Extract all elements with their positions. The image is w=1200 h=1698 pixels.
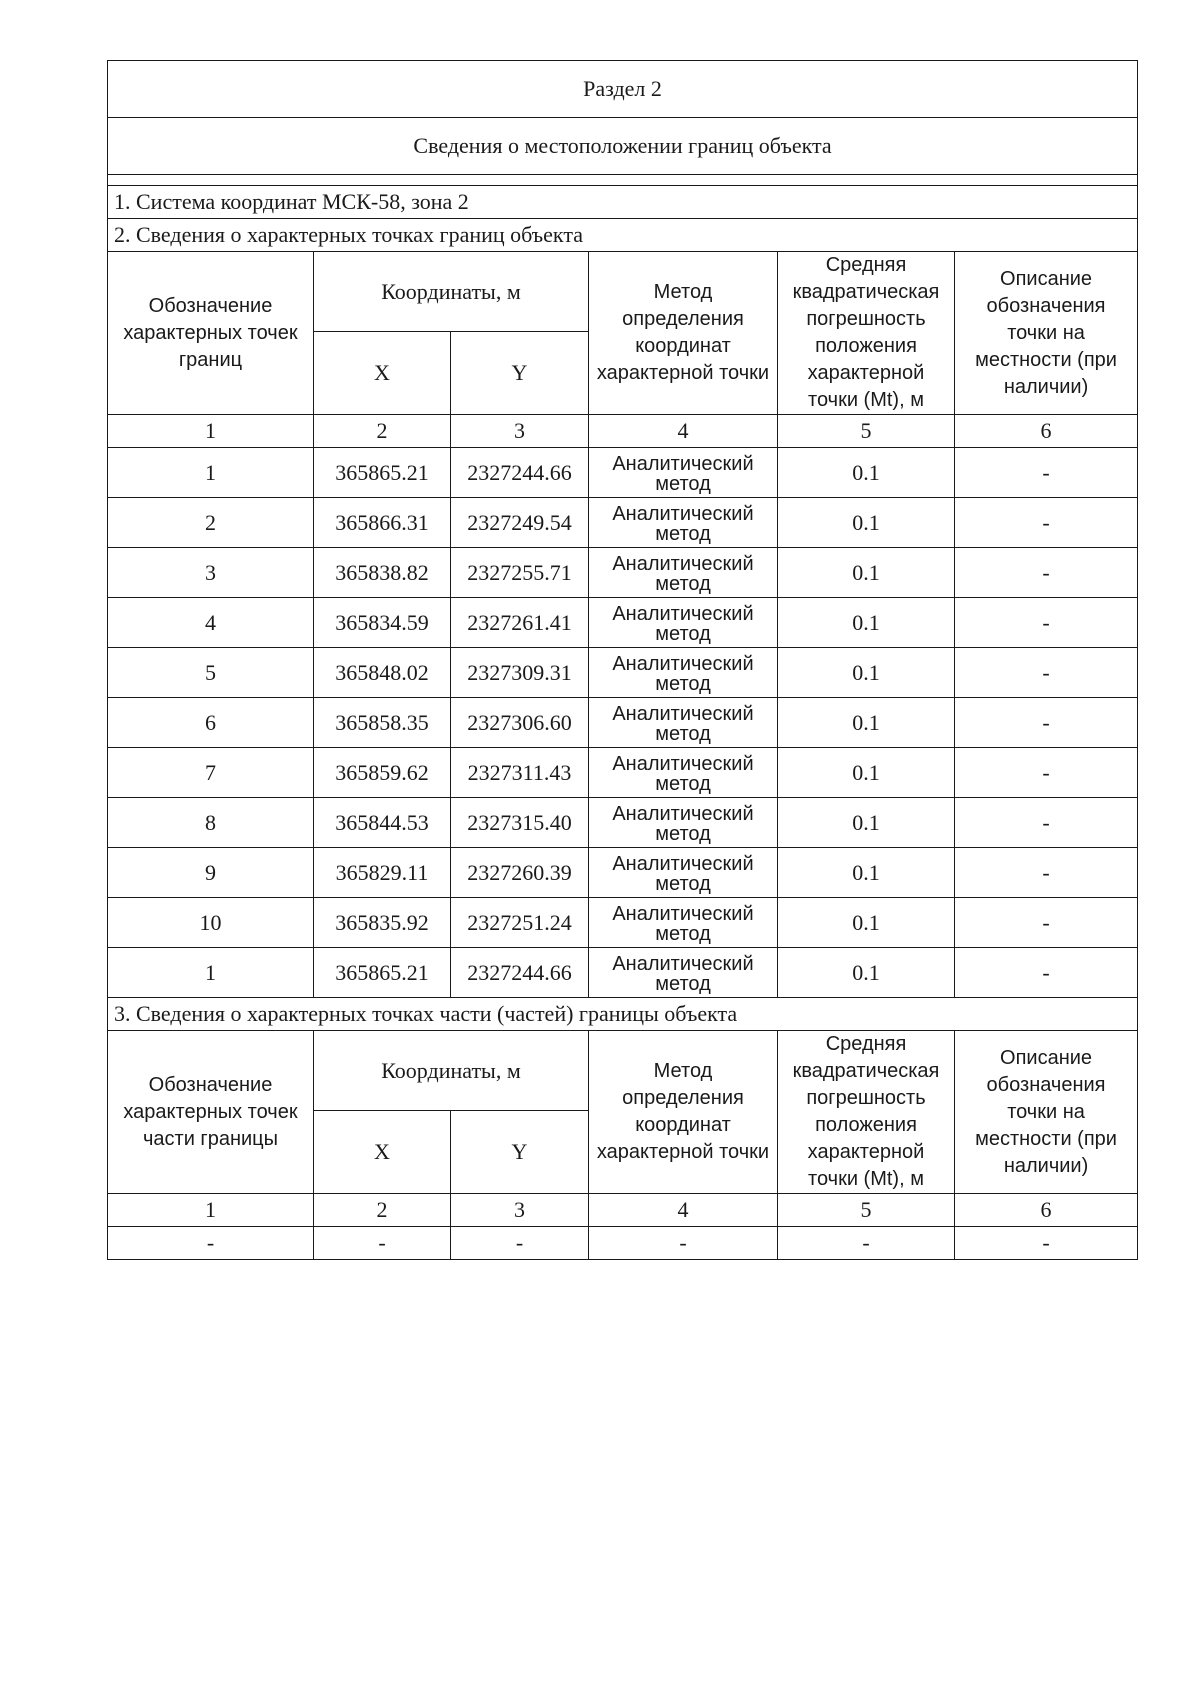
method-cell: Аналитический метод: [589, 498, 778, 548]
coord-x: 365865.21: [314, 448, 451, 498]
description-cell: -: [955, 548, 1138, 598]
column-number: 3: [451, 415, 589, 448]
table-row: [108, 448, 1138, 498]
mt-cell: 0.1: [778, 698, 955, 748]
column-number: 1: [108, 1194, 314, 1227]
mt-cell: 0.1: [778, 898, 955, 948]
table-row: [108, 798, 1138, 848]
parts-column-numbers-row: [108, 1194, 1138, 1227]
table-row: [108, 898, 1138, 948]
method-cell: Аналитический метод: [589, 598, 778, 648]
point-number: 9: [108, 848, 314, 898]
coord-x: 365865.21: [314, 948, 451, 998]
coord-y: 2327309.31: [451, 648, 589, 698]
point-number: 1: [108, 948, 314, 998]
method-cell: Аналитический метод: [589, 848, 778, 898]
method-cell: -: [589, 1227, 778, 1260]
column-number: 4: [589, 1194, 778, 1227]
coord-y: 2327315.40: [451, 798, 589, 848]
points-title-row: [108, 219, 1138, 252]
table-row: [108, 698, 1138, 748]
coord-y: 2327260.39: [451, 848, 589, 898]
points-section-title: 2. Сведения о характерных точках границ объекта: [108, 219, 1138, 252]
coord-system-row: [108, 186, 1138, 219]
column-number: 2: [314, 1194, 451, 1227]
parts-section-title: 3. Сведения о характерных точках части (частей) границы объекта: [108, 998, 1138, 1031]
mt-cell: 0.1: [778, 648, 955, 698]
coord-x: 365844.53: [314, 798, 451, 848]
table-row: [108, 498, 1138, 548]
method-cell: Аналитический метод: [589, 448, 778, 498]
description-cell: -: [955, 848, 1138, 898]
table-row: [108, 1227, 1138, 1260]
table-row: [108, 598, 1138, 648]
section-subtitle-row: [108, 118, 1138, 175]
mt-cell: 0.1: [778, 548, 955, 598]
method-cell: Аналитический метод: [589, 748, 778, 798]
point-number: 6: [108, 698, 314, 748]
coord-system-label: 1. Система координат МСК-58, зона 2: [108, 186, 1138, 219]
column-number: 1: [108, 415, 314, 448]
coord-x: 365848.02: [314, 648, 451, 698]
coord-y: -: [451, 1227, 589, 1260]
method-cell: Аналитический метод: [589, 898, 778, 948]
coord-y: 2327306.60: [451, 698, 589, 748]
mt-cell: 0.1: [778, 798, 955, 848]
coord-y: 2327244.66: [451, 448, 589, 498]
coord-y: 2327255.71: [451, 548, 589, 598]
description-cell: -: [955, 598, 1138, 648]
mt-cell: -: [778, 1227, 955, 1260]
header-y: Y: [451, 1111, 589, 1194]
header-error: Средняя квадратическая погрешность положения характерной точки (Mt), м: [778, 1031, 955, 1194]
boundary-table: [107, 60, 1138, 1260]
column-number: 5: [778, 1194, 955, 1227]
method-cell: Аналитический метод: [589, 948, 778, 998]
column-number: 6: [955, 415, 1138, 448]
point-number: 1: [108, 448, 314, 498]
point-number: 3: [108, 548, 314, 598]
point-number: 5: [108, 648, 314, 698]
point-number: 4: [108, 598, 314, 648]
section-title: Раздел 2: [108, 61, 1138, 118]
parts-title-row: [108, 998, 1138, 1031]
description-cell: -: [955, 498, 1138, 548]
table-row: [108, 948, 1138, 998]
coord-y: 2327249.54: [451, 498, 589, 548]
section-title-row: [108, 61, 1138, 118]
description-cell: -: [955, 648, 1138, 698]
coord-x: 365858.35: [314, 698, 451, 748]
header-description: Описание обозначения точки на местности (при наличии): [955, 1031, 1138, 1194]
mt-cell: 0.1: [778, 498, 955, 548]
coord-x: 365834.59: [314, 598, 451, 648]
separator-row: [108, 175, 1138, 186]
point-number: 7: [108, 748, 314, 798]
mt-cell: 0.1: [778, 748, 955, 798]
mt-cell: 0.1: [778, 598, 955, 648]
description-cell: -: [955, 448, 1138, 498]
mt-cell: 0.1: [778, 948, 955, 998]
point-number: 10: [108, 898, 314, 948]
coord-x: 365866.31: [314, 498, 451, 548]
column-number: 6: [955, 1194, 1138, 1227]
points-header-row-1: [108, 252, 1138, 332]
table-row: [108, 548, 1138, 598]
header-designation: Обозначение характерных точек части границы: [108, 1031, 314, 1194]
coord-x: 365835.92: [314, 898, 451, 948]
table-row: [108, 748, 1138, 798]
parts-header-row-1: [108, 1031, 1138, 1111]
points-column-numbers-row: [108, 415, 1138, 448]
header-method: Метод определения координат характерной точки: [589, 252, 778, 415]
header-description: Описание обозначения точки на местности (при наличии): [955, 252, 1138, 415]
section-subtitle: Сведения о местоположении границ объекта: [108, 118, 1138, 175]
method-cell: Аналитический метод: [589, 648, 778, 698]
description-cell: -: [955, 748, 1138, 798]
header-x: X: [314, 1111, 451, 1194]
column-number: 3: [451, 1194, 589, 1227]
column-number: 4: [589, 415, 778, 448]
description-cell: -: [955, 898, 1138, 948]
coord-y: 2327311.43: [451, 748, 589, 798]
description-cell: -: [955, 948, 1138, 998]
header-y: Y: [451, 332, 589, 415]
coord-x: 365829.11: [314, 848, 451, 898]
coord-x: -: [314, 1227, 451, 1260]
header-coordinates: Координаты, м: [314, 1031, 589, 1111]
document-page: [107, 60, 1137, 1260]
method-cell: Аналитический метод: [589, 798, 778, 848]
mt-cell: 0.1: [778, 848, 955, 898]
method-cell: Аналитический метод: [589, 548, 778, 598]
header-error: Средняя квадратическая погрешность положения характерной точки (Mt), м: [778, 252, 955, 415]
point-number: 2: [108, 498, 314, 548]
coord-y: 2327244.66: [451, 948, 589, 998]
coord-x: 365838.82: [314, 548, 451, 598]
mt-cell: 0.1: [778, 448, 955, 498]
description-cell: -: [955, 1227, 1138, 1260]
column-number: 2: [314, 415, 451, 448]
description-cell: -: [955, 698, 1138, 748]
header-x: X: [314, 332, 451, 415]
coord-y: 2327261.41: [451, 598, 589, 648]
header-designation: Обозначение характерных точек границ: [108, 252, 314, 415]
point-number: -: [108, 1227, 314, 1260]
coord-x: 365859.62: [314, 748, 451, 798]
table-row: [108, 848, 1138, 898]
column-number: 5: [778, 415, 955, 448]
header-coordinates: Координаты, м: [314, 252, 589, 332]
header-method: Метод определения координат характерной точки: [589, 1031, 778, 1194]
table-row: [108, 648, 1138, 698]
method-cell: Аналитический метод: [589, 698, 778, 748]
description-cell: -: [955, 798, 1138, 848]
point-number: 8: [108, 798, 314, 848]
coord-y: 2327251.24: [451, 898, 589, 948]
